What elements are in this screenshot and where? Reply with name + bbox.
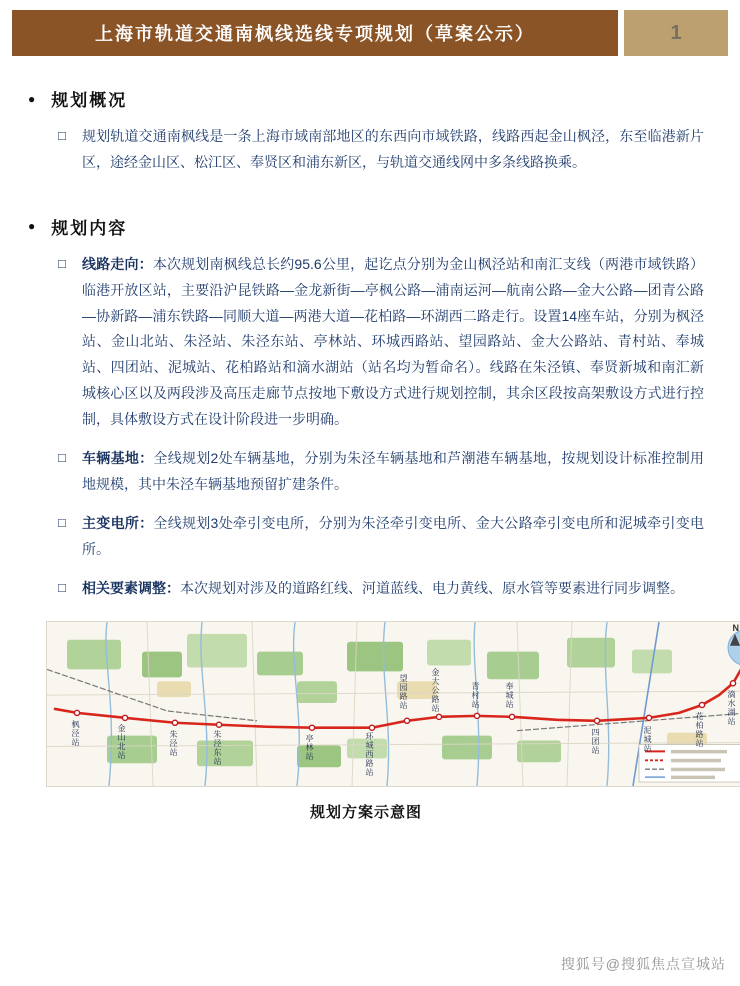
square-bullet-icon: □ bbox=[58, 128, 66, 143]
section-spacer bbox=[28, 182, 704, 214]
header bbox=[0, 0, 740, 56]
watermark: 搜狐号@搜狐焦点宣城站 bbox=[560, 956, 726, 972]
square-bullet-icon: □ bbox=[58, 450, 66, 466]
section-heading-content bbox=[28, 214, 704, 239]
station-label: 花柏路站 bbox=[695, 712, 704, 749]
station-label: 朱泾东站 bbox=[213, 730, 222, 767]
item-text bbox=[82, 446, 704, 498]
station-label: 金山北站 bbox=[117, 724, 126, 761]
item-body: 全线规划2处车辆基地，分别为朱泾车辆基地和芦潮港车辆基地，按规划设计标准控制用地规模，其中朱泾车辆基地预留扩建条件。 bbox=[82, 450, 704, 492]
content bbox=[0, 56, 740, 822]
square-bullet-icon: □ bbox=[58, 579, 66, 595]
item-body: 规划轨道交通南枫线是一条上海市域南部地区的东西向市域铁路，线路西起金山枫泾，东至临港新片区，途经金山区、松江区、奉贤区和浦东新区，与轨道交通线网中多条线路换乘。 bbox=[82, 128, 704, 170]
item-text bbox=[82, 252, 704, 433]
section-content bbox=[28, 214, 704, 602]
route-map-graphic bbox=[47, 622, 740, 786]
station-label: 枫泾站 bbox=[71, 720, 80, 748]
item-text bbox=[82, 124, 704, 176]
list-item bbox=[58, 124, 704, 176]
north-label: N bbox=[732, 623, 739, 634]
document-title: 上海市轨道交通南枫线选线专项规划（草案公示） bbox=[12, 10, 618, 56]
route-map bbox=[46, 621, 740, 787]
section-items bbox=[28, 124, 704, 176]
item-label: 车辆基地： bbox=[82, 450, 154, 467]
station-label: 金大公路站 bbox=[431, 668, 440, 714]
section-items bbox=[28, 252, 704, 602]
map-land-patches bbox=[67, 634, 707, 767]
square-bullet-icon: □ bbox=[58, 255, 66, 271]
lake-shape bbox=[728, 630, 740, 666]
item-body: 全线规划3处牵引变电所，分别为朱泾牵引变电所、金大公路牵引变电所和泥城牵引变电所。 bbox=[82, 514, 704, 557]
list-item bbox=[58, 511, 704, 563]
section-heading-overview bbox=[28, 86, 704, 111]
item-text bbox=[82, 511, 704, 563]
station-label: 望园路站 bbox=[399, 674, 408, 711]
station-label: 青村站 bbox=[471, 682, 480, 710]
bullet-dot-icon: ● bbox=[28, 91, 36, 106]
item-label: 主变电所： bbox=[82, 514, 154, 531]
map-caption: 规划方案示意图 bbox=[309, 804, 422, 822]
item-label: 相关要素调整： bbox=[82, 579, 180, 596]
list-item bbox=[58, 252, 704, 433]
list-item bbox=[58, 446, 704, 498]
item-body: 本次规划南枫线总长约95.6公里，起讫点分别为金山枫泾站和南汇支线（两港市域铁路）临港开放区站，主要沿沪昆铁路—金龙新街—亭枫公路—浦南运河—航南公路—金大公路—团青公路—协新路—浦东铁路—同顺大道—两港大道—花柏路—环湖西二路走行。设置14座车站，分别为枫泾站、金山北站、朱泾站、朱泾东站、亭林站、环城西路站、望园路站、金大公路站、青村站、奉城站、四团站、泥城站、花柏路站和滴水湖站（站名均为暂命名）。线路在朱泾镇、奉贤新城和南汇新城核心区以及两段涉及高压走廊节点按地下敷设方式进行规划控制，其余区段按高架敷设方式进行控制，具体敷设方式在设计阶段进一步明确。 bbox=[82, 255, 705, 428]
station-label: 奉城站 bbox=[505, 682, 514, 710]
section-heading-label: 规划内容 bbox=[51, 218, 128, 238]
station-label: 四团站 bbox=[591, 728, 600, 756]
section-heading-label: 规划概况 bbox=[51, 91, 128, 110]
item-text bbox=[82, 576, 704, 602]
list-item bbox=[58, 576, 704, 602]
route-line bbox=[55, 670, 740, 728]
item-body: 本次规划对涉及的道路红线、河道蓝线、电力黄线、原水管等要素进行同步调整。 bbox=[180, 579, 684, 596]
legend-box bbox=[639, 745, 740, 783]
square-bullet-icon: □ bbox=[58, 514, 66, 530]
station-label: 朱泾站 bbox=[169, 730, 178, 758]
section-overview bbox=[28, 86, 704, 176]
station-label: 泥城站 bbox=[643, 726, 652, 754]
station-label: 环城西路站 bbox=[365, 732, 374, 778]
bullet-dot-icon: ● bbox=[28, 219, 36, 234]
item-label: 线路走向： bbox=[82, 255, 153, 272]
station-label: 滴水湖站 bbox=[727, 690, 736, 727]
page-number: 1 bbox=[624, 10, 728, 56]
station-label: 亭林站 bbox=[305, 734, 314, 762]
